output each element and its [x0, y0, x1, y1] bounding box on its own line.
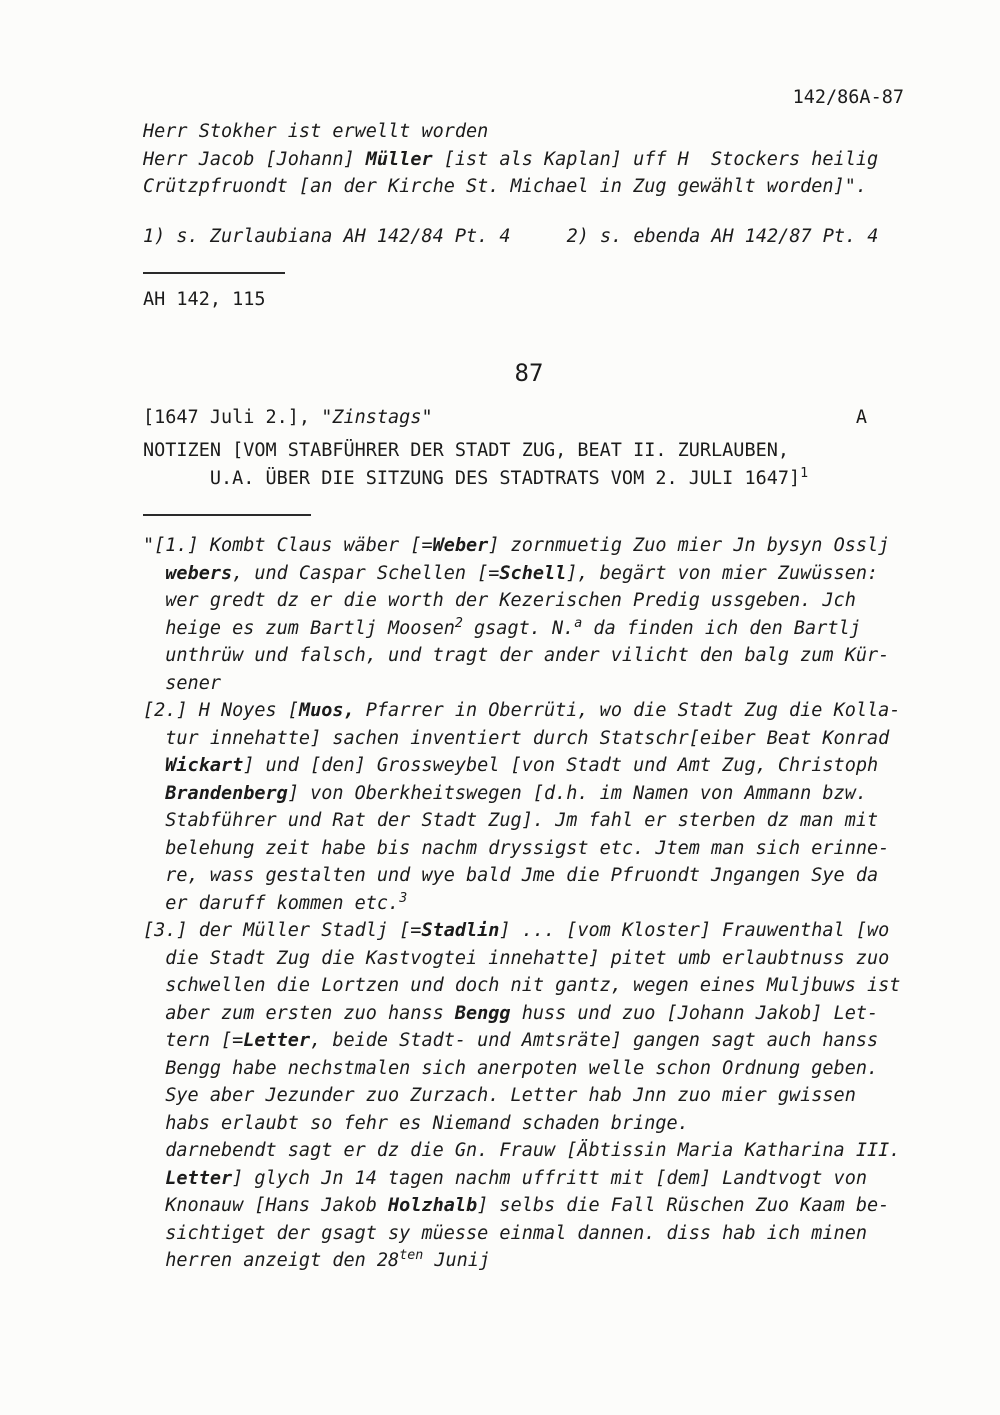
divider-line-title [143, 514, 311, 516]
date-row [143, 404, 915, 432]
divider-line-top [143, 272, 285, 274]
entry-number: 87 [514, 358, 544, 387]
footnote-1: 1) s. Zurlaubiana AH 142/84 Pt. 4 [143, 225, 511, 247]
page-reference: 142/86A-87 [792, 87, 904, 108]
entry-title: NOTIZEN [VOM STABFÜHRER DER STADT ZUG, BEAT II. ZURLAUBEN, U.A. ÜBER DIE SITZUNG DES STADTRATS VOM 2. JULI 1647]$^1$ [143, 440, 809, 489]
text-column [143, 118, 915, 1275]
footnotes-row [143, 223, 915, 251]
archive-reference: AH 142, 115 [143, 289, 266, 310]
entry-body: "[1.] Kombt Claus wäber [=Weber] zornmuetig Zuo mier Jn bysyn Osslj webers, und Caspar Schellen [=Schell], begärt von mier Zuwüssen: wer gredt dz er die worth der Kezerischen Predig ussgeben. Jch heige es zum Bartlj Moosen$^2$ gsagt. N.$^a$ da finden ich den Bartlj unthrüw und falsch, und tragt der ander vilicht den balg zum Kür- sener [2.] H Noyes [Muos, Pfarrer in Oberrüti, wo die Stadt Zug die Kolla- tur innehatte] sachen inventiert durch Statschr[eiber Beat Konrad Wickart] und [den] Grossweybel [von Stadt und Amt Zug, Christoph Brandenberg] von Oberkheitswegen [d.h. im Namen von Ammann bzw. Stabführer und Rat der Stadt Zug]. Jm fahl er sterben dz man mit belehung zeit habe bis nachm dryssigst etc. Jtem man sich erinne- re, wass gestalten und wye bald Jme die Pfruondt Jngangen Sye da er daruff kommen etc.$^3$ [3.] der Müller Stadlj [=Stadlin] ... [vom Kloster] Frauwenthal [wo die Stadt Zug die Kastvogtei innehatte] pitet umb erlaubtnuss zuo schwellen die Lortzen und doch nit gantz, wegen eines Muljbuws ist aber zum ersten zuo hanss Bengg huss und zuo [Johann Jakob] Let- tern [=Letter, beide Stadt- und Amtsräte] gangen sagt auch hanss Bengg habe nechstmalen sich anerpoten welle schon Ordnung geben. Sye aber Jezunder zuo Zurzach. Letter hab Jnn zuo mier gwissen habs erlaubt so fehr es Niemand schaden bringe. darnebendt sagt er dz die Gn. Frauw [Äbtissin Maria Katharina III. Letter] glych Jn 14 tagen nachm uffritt mit [dem] Landtvogt von Knonauw [Hans Jakob Holzhalb] selbs die Fall Rüschen Zuo Kaam be- sichtiget der gsagt sy müesse einmal dannen. diss hab ich minen herren anzeigt den $28^{ten}$ Junij [143, 535, 901, 1271]
entry-date: [1647 Juli 2.], "Zinstags" [143, 406, 433, 428]
footnote-2: 2) s. ebenda AH 142/87 Pt. 4 [566, 225, 879, 247]
intro-paragraph: Herr Stokher ist erwellt worden Herr Jacob [Johann] Müller [ist als Kaplan] uff H Stockers heilig Crützpfruondt [an der Kirche St. Michael in Zug gewählt worden]". [143, 121, 879, 197]
side-marker: A [855, 406, 867, 428]
